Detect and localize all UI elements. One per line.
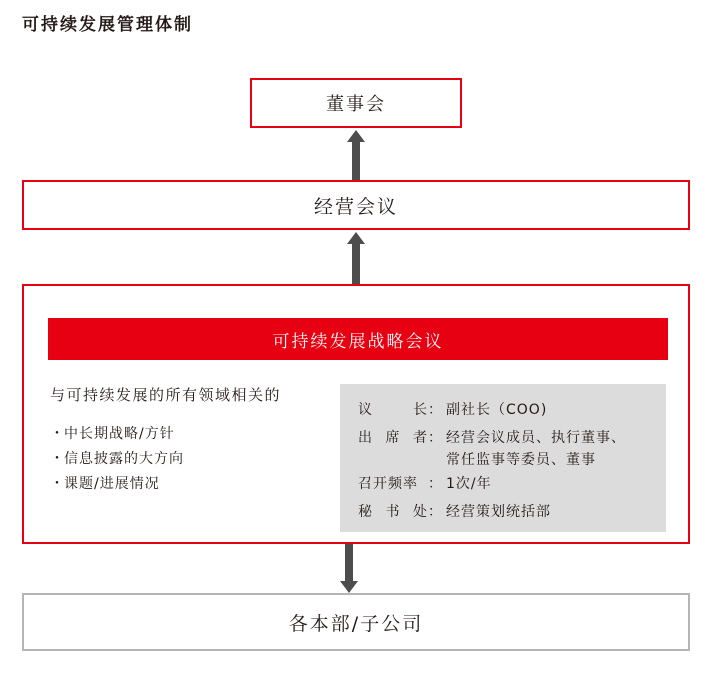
subsidiaries-node	[22, 593, 690, 651]
secretariat-label-char: 处	[413, 504, 428, 520]
sustainability-committee-node	[22, 284, 690, 544]
frequency-row	[358, 473, 666, 495]
secretariat-label	[358, 501, 428, 523]
chair-label-char: 议	[358, 402, 373, 418]
colon: ：	[428, 504, 443, 520]
scope-list	[50, 422, 184, 497]
chair-label	[358, 399, 428, 421]
bullet-icon: ・	[50, 451, 65, 467]
attendees-value	[446, 427, 666, 471]
colon: ：	[428, 402, 443, 418]
scope-heading: 与可持续发展的所有领域相关的	[50, 386, 282, 404]
subsidiaries-label: 各本部/子公司	[288, 612, 424, 635]
scope-item-text: 信息披露的大方向	[64, 451, 184, 467]
colon: ：	[428, 476, 443, 492]
colon: ：	[428, 430, 443, 446]
list-item	[50, 422, 184, 447]
attendees-label-char: 出	[358, 430, 373, 446]
attendees-label-char: 席	[385, 430, 401, 446]
arrow-up-icon	[347, 130, 365, 180]
secretariat-label-char: 秘	[358, 504, 373, 520]
arrow-shaft	[352, 243, 360, 284]
page-title: 可持续发展管理体制	[22, 15, 193, 35]
frequency-value: 1次/年	[446, 476, 492, 492]
arrow-up-icon	[347, 232, 365, 284]
arrow-shaft	[345, 544, 353, 582]
board-label: 董事会	[326, 94, 386, 115]
attendees-value-line: 常任监事等委员、董事	[446, 452, 596, 468]
secretariat-row	[358, 501, 666, 523]
committee-info-panel	[340, 384, 666, 532]
bullet-icon: ・	[50, 476, 65, 492]
secretariat-label-char: 书	[385, 504, 401, 520]
bullet-icon: ・	[50, 426, 65, 442]
attendees-value-line: 经营会议成员、执行董事、	[446, 430, 626, 446]
secretariat-value: 经营策划统括部	[446, 504, 551, 520]
committee-title: 可持续发展战略会议	[272, 331, 444, 352]
arrowhead-down-icon	[340, 581, 358, 593]
chair-value: 副社长（COO)	[446, 402, 548, 418]
executive-meeting-label: 经营会议	[313, 195, 398, 218]
arrow-shaft	[352, 141, 360, 180]
board-node	[250, 78, 462, 128]
executive-meeting-node	[22, 180, 690, 230]
attendees-label-char: 者	[413, 430, 428, 446]
frequency-label: 召开频率	[358, 476, 418, 492]
scope-item-text: 中长期战略/方针	[64, 426, 175, 442]
scope-item-text: 课题/进展情况	[64, 476, 160, 492]
list-item	[50, 447, 184, 472]
list-item	[50, 472, 184, 497]
chair-row	[358, 399, 666, 421]
arrow-down-icon	[340, 544, 358, 593]
chair-label-char: 长	[413, 402, 428, 418]
attendees-row	[358, 427, 666, 471]
attendees-label	[358, 427, 428, 471]
committee-title-banner	[48, 318, 668, 360]
